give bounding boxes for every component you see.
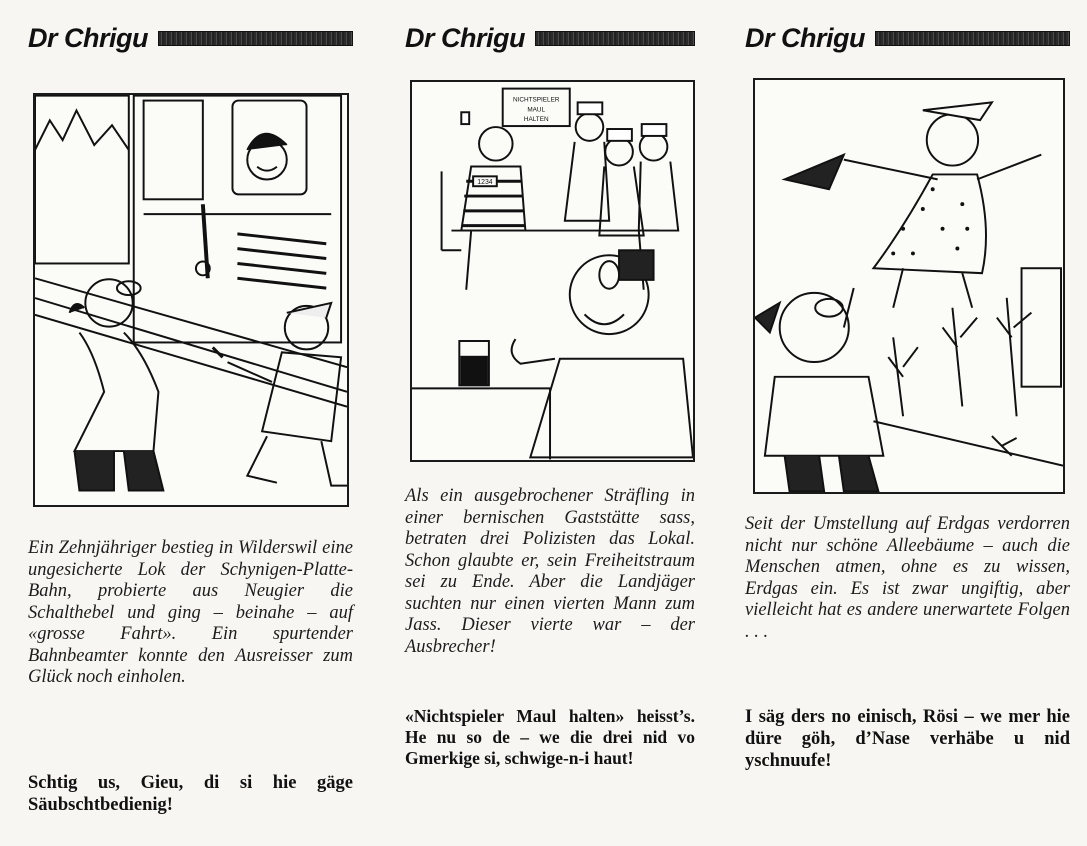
cartoon-illustration-erdgas: [755, 80, 1063, 492]
strip-title: Dr Chrigu: [405, 22, 525, 53]
cartoon-panel-erdgas: [753, 78, 1065, 494]
strip-title: Dr Chrigu: [28, 22, 148, 53]
cartoon-illustration-train: [35, 95, 347, 505]
strip-caption: Ein Zehnjähriger bestieg in Wilderswil eine ungesicherte Lok der Schynigen-Platte-Bahn, probierte aus Neugier die Schalthebel und ging – beinahe – auf «grosse Fahrt». Ein spurtender Bahnbeamter konnte den Ausreisser zum Glück noch einholen.: [28, 538, 353, 687]
svg-text:1234: 1234: [477, 179, 493, 187]
title-rule: [875, 31, 1070, 46]
svg-text:NICHTSPIELER: NICHTSPIELER: [512, 96, 560, 104]
strip-caption: Als ein ausgebrochener Sträfling in einer bernischen Gaststätte sass, betraten drei Polizisten das Lokal. Schon glaubte er, sein Freiheitstraum sei zu Ende. Aber die Landjäger suchten nur einen vierten Mann zum Jass. Dieser vierte war – der Ausbrecher!: [405, 486, 695, 657]
cartoon-panel-train: [33, 93, 349, 507]
strip-title: Dr Chrigu: [745, 22, 865, 53]
cartoon-illustration-card-game: [412, 82, 693, 460]
strip-punchline: «Nichtspieler Maul halten» heisst’s. He nu so de – we die drei nid vo Gmerkige si, schwige-n-i haut!: [405, 706, 695, 768]
title-rule: [535, 31, 695, 46]
strip-header: [745, 20, 1070, 56]
svg-text:MAUL: MAUL: [527, 106, 546, 114]
svg-text:HALTEN: HALTEN: [523, 116, 549, 124]
cartoon-panel-card-game: [410, 80, 695, 462]
strip-caption: Seit der Umstellung auf Erdgas verdorren nicht nur schöne Alleebäume – auch die Menschen atmen, ohne es zu wissen, Erdgas ein. Es ist zwar ungiftig, aber vielleicht hat es andere unerwartete Folgen . . .: [745, 514, 1070, 642]
strip-punchline: I säg ders no einisch, Rösi – we mer hie düre göh, d’Nase verhäbe u nid yschnuufe!: [745, 707, 1070, 771]
title-rule: [158, 31, 353, 46]
strip-punchline: Schtig us, Gieu, di si hie gäge Säubschtbedienig!: [28, 773, 353, 815]
strip-header: [405, 20, 695, 56]
strip-header: [28, 20, 353, 56]
